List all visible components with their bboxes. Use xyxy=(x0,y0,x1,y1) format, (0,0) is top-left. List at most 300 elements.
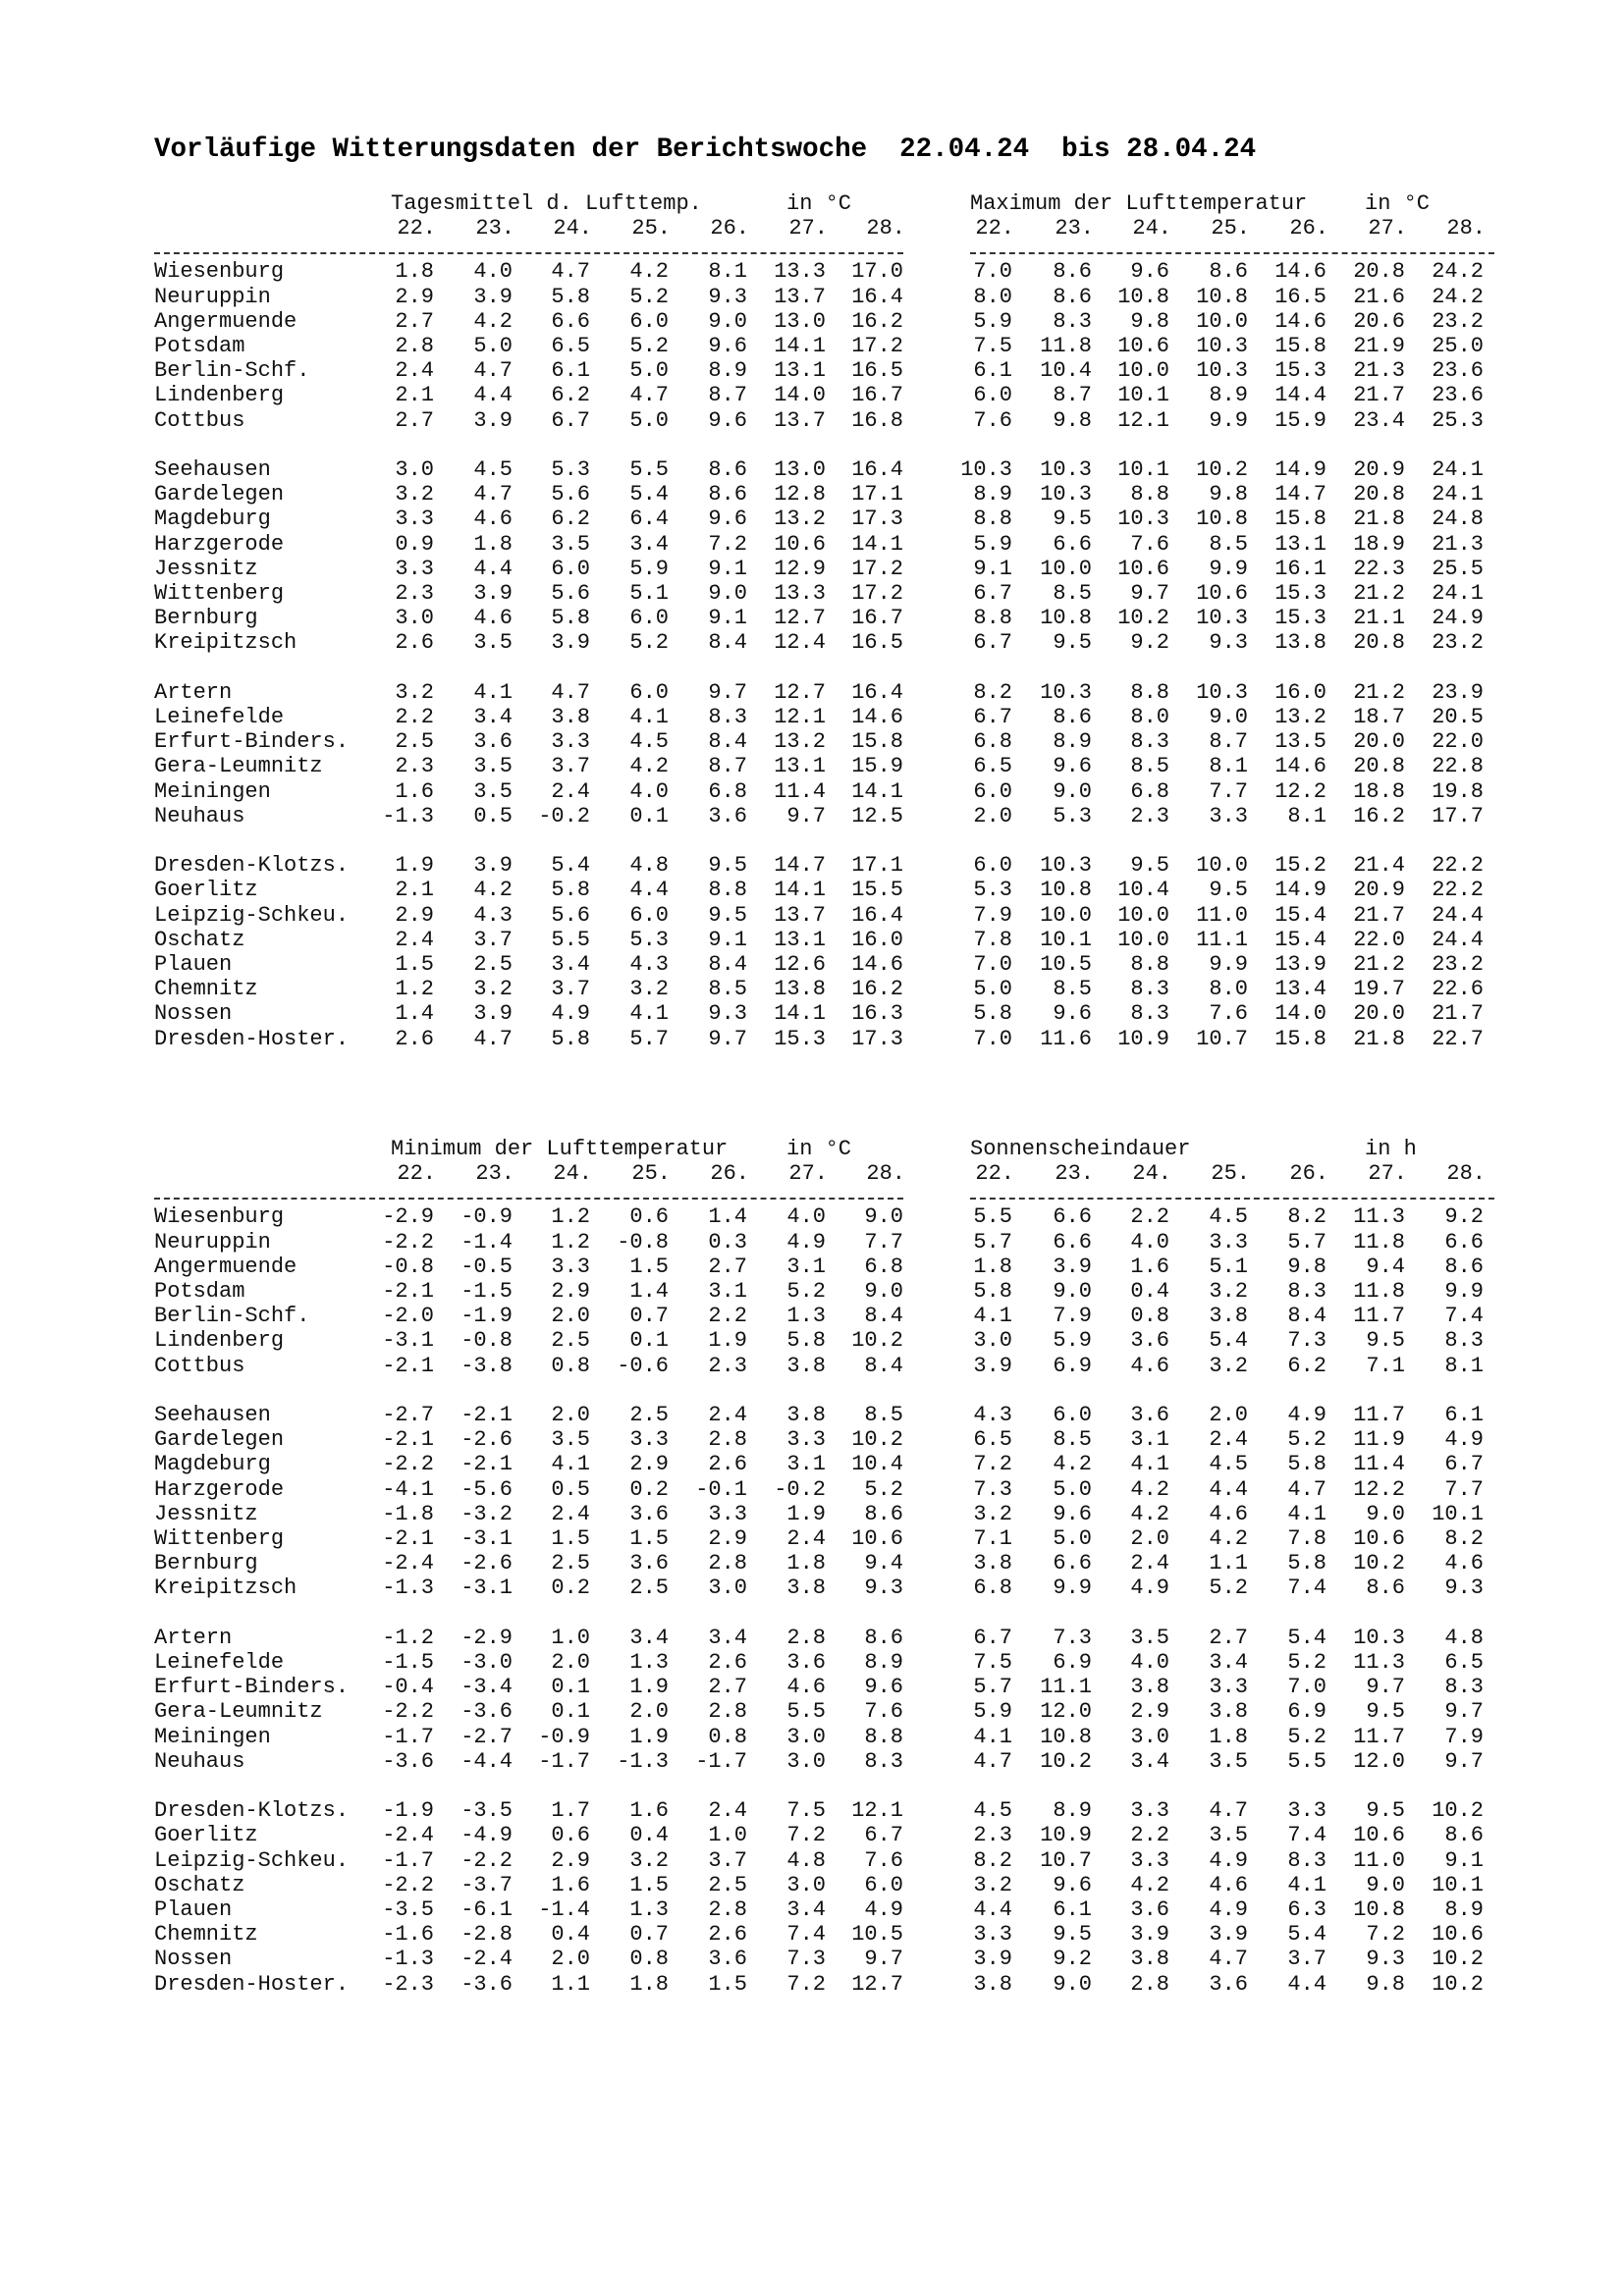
table-cell: 5.9 xyxy=(973,1699,1012,1725)
table-cell: 7.2 xyxy=(708,531,747,557)
table-cell: 4.3 xyxy=(473,902,513,928)
table-cell: 4.7 xyxy=(973,1748,1012,1774)
table-cell: 11.7 xyxy=(1353,1304,1405,1329)
table-cell: 8.8 xyxy=(973,507,1012,532)
table-cell: 4.4 xyxy=(473,556,513,581)
table-cell: 12.1 xyxy=(851,1798,903,1824)
table-cell: 21.8 xyxy=(1353,507,1405,532)
table-cell: 4.8 xyxy=(786,1847,826,1873)
table-cell: 4.6 xyxy=(786,1675,826,1700)
table-cell: 13.1 xyxy=(774,754,826,779)
table-cell: -1.7 xyxy=(382,1724,434,1749)
table-cell: -3.0 xyxy=(460,1650,513,1675)
table-cell: 11.7 xyxy=(1353,1724,1405,1749)
table-cell: -1.4 xyxy=(460,1229,513,1255)
table-cell: 3.3 xyxy=(1130,1847,1169,1873)
table-cell: 12.5 xyxy=(851,803,903,828)
table-cell: 2.7 xyxy=(1209,1625,1248,1650)
table-cell: 1.4 xyxy=(395,1001,434,1027)
table-cell: 4.4 xyxy=(1287,1971,1326,1997)
table-cell: 7.2 xyxy=(786,1971,826,1997)
table-cell: 10.4 xyxy=(1040,358,1092,384)
separator-line xyxy=(154,252,903,254)
table-cell: 12.2 xyxy=(1353,1476,1405,1502)
table-cell: 15.9 xyxy=(851,754,903,779)
table-cell: 9.6 xyxy=(1053,1001,1092,1027)
table-cell: 2.4 xyxy=(1130,1551,1169,1576)
table-cell: 6.2 xyxy=(551,507,590,532)
table-cell: 2.5 xyxy=(629,1575,669,1601)
table-cell: -0.8 xyxy=(382,1254,434,1279)
table-cell: 9.5 xyxy=(1366,1699,1405,1725)
table-cell: 9.3 xyxy=(708,1001,747,1027)
table-cell: 3.6 xyxy=(708,1947,747,1972)
table-cell: 8.9 xyxy=(1444,1897,1484,1922)
table-cell: 8.5 xyxy=(1053,1427,1092,1453)
table-cell: 19.8 xyxy=(1432,778,1484,804)
table-cell: 1.5 xyxy=(629,1872,669,1897)
table-cell: 6.6 xyxy=(551,308,590,334)
table-cell: 5.0 xyxy=(629,407,669,433)
table-cell: 13.0 xyxy=(774,308,826,334)
table-cell: 6.1 xyxy=(1444,1403,1484,1427)
table-cell: -2.4 xyxy=(460,1947,513,1972)
table-cell: 2.4 xyxy=(395,358,434,384)
table-cell: 8.8 xyxy=(1130,482,1169,507)
table-cell: 7.2 xyxy=(786,1823,826,1848)
table-cell: 10.3 xyxy=(960,457,1012,482)
table-cell: 2.7 xyxy=(708,1675,747,1700)
table-cell: 12.4 xyxy=(774,630,826,656)
table-cell: 10.1 xyxy=(1117,457,1169,482)
table-cell: 1.9 xyxy=(395,853,434,879)
station-name: Seehausen xyxy=(154,1403,271,1427)
table-cell: 5.8 xyxy=(973,1279,1012,1304)
table-cell: 9.1 xyxy=(708,606,747,631)
table-cell: 8.7 xyxy=(708,383,747,408)
table-cell: 2.0 xyxy=(973,803,1012,828)
table-cell: 7.5 xyxy=(973,1650,1012,1675)
station-name: Jessnitz xyxy=(154,556,258,581)
table-cell: 2.6 xyxy=(395,1026,434,1051)
table-cell: 7.0 xyxy=(973,1026,1012,1051)
table-cell: 6.4 xyxy=(629,507,669,532)
table-cell: 2.0 xyxy=(551,1403,590,1427)
table-cell: 0.9 xyxy=(395,531,434,557)
day-header: 22. xyxy=(397,216,436,241)
table-cell: 16.0 xyxy=(1274,679,1326,705)
table-cell: 5.6 xyxy=(551,581,590,606)
table-cell: 5.1 xyxy=(1209,1254,1248,1279)
table-cell: 8.1 xyxy=(1287,803,1326,828)
table-cell: 3.8 xyxy=(786,1575,826,1601)
table-cell: 10.2 xyxy=(851,1427,903,1453)
table-cell: 14.1 xyxy=(774,878,826,903)
table-cell: 1.9 xyxy=(629,1675,669,1700)
table-cell: 8.5 xyxy=(864,1403,903,1427)
table-cell: 5.2 xyxy=(629,334,669,358)
table-cell: 12.9 xyxy=(774,556,826,581)
table-cell: 20.6 xyxy=(1353,308,1405,334)
table-cell: 4.7 xyxy=(473,358,513,384)
table-cell: 9.7 xyxy=(708,1026,747,1051)
table-cell: 11.8 xyxy=(1353,1279,1405,1304)
table-cell: 8.6 xyxy=(1366,1575,1405,1601)
table-cell: 9.7 xyxy=(1366,1675,1405,1700)
table-cell: 3.2 xyxy=(395,482,434,507)
table-cell: 2.8 xyxy=(395,334,434,358)
table-cell: 4.9 xyxy=(1287,1403,1326,1427)
table-cell: 4.9 xyxy=(786,1229,826,1255)
table-cell: 9.3 xyxy=(1366,1947,1405,1972)
table-cell: 22.3 xyxy=(1353,556,1405,581)
table-cell: 7.7 xyxy=(1444,1476,1484,1502)
table-cell: 9.0 xyxy=(864,1204,903,1230)
table-cell: 4.8 xyxy=(629,853,669,879)
table-cell: 9.5 xyxy=(708,902,747,928)
table-cell: 3.2 xyxy=(1209,1279,1248,1304)
table-cell: 0.1 xyxy=(551,1675,590,1700)
table-cell: 2.4 xyxy=(1209,1427,1248,1453)
table-cell: 5.4 xyxy=(1287,1625,1326,1650)
table-cell: 5.2 xyxy=(629,630,669,656)
table-cell: 2.9 xyxy=(395,284,434,309)
table-cell: 9.1 xyxy=(708,556,747,581)
table-cell: 8.7 xyxy=(708,754,747,779)
station-name: Neuhaus xyxy=(154,803,245,828)
station-name: Wittenberg xyxy=(154,1526,285,1551)
table-cell: 2.5 xyxy=(395,729,434,755)
table-cell: 1.3 xyxy=(629,1897,669,1922)
table-cell: 10.3 xyxy=(1353,1625,1405,1650)
table-cell: 21.7 xyxy=(1432,1001,1484,1027)
day-header: 26. xyxy=(710,216,749,241)
separator-line xyxy=(970,1198,1494,1200)
table-cell: 3.6 xyxy=(1130,1897,1169,1922)
table-cell: 13.9 xyxy=(1274,952,1326,977)
table-cell: 24.4 xyxy=(1432,927,1484,952)
table-cell: 4.6 xyxy=(1444,1551,1484,1576)
table-cell: 12.7 xyxy=(851,1971,903,1997)
table-cell: 1.6 xyxy=(1130,1254,1169,1279)
table-cell: 14.1 xyxy=(851,778,903,804)
table-cell: 9.7 xyxy=(864,1947,903,1972)
table-cell: 20.0 xyxy=(1353,729,1405,755)
table-cell: 3.4 xyxy=(629,531,669,557)
station-name: Angermuende xyxy=(154,1254,298,1279)
table-cell: 7.4 xyxy=(1444,1304,1484,1329)
table-cell: 10.0 xyxy=(1117,358,1169,384)
table-cell: 4.2 xyxy=(1209,1526,1248,1551)
table-cell: 0.5 xyxy=(551,1476,590,1502)
table-cell: 3.1 xyxy=(1130,1427,1169,1453)
table-cell: 2.9 xyxy=(551,1847,590,1873)
table-cell: 4.7 xyxy=(473,1026,513,1051)
station-name: Gera-Leumnitz xyxy=(154,1699,323,1725)
table-cell: 12.7 xyxy=(774,606,826,631)
table-cell: 8.5 xyxy=(1209,531,1248,557)
table-cell: 8.9 xyxy=(973,482,1012,507)
table-cell: 10.3 xyxy=(1117,507,1169,532)
table-cell: 3.8 xyxy=(786,1353,826,1378)
right-table-heading: Sonnenscheindauer xyxy=(970,1137,1191,1161)
table-cell: 6.8 xyxy=(973,1575,1012,1601)
station-name: Magdeburg xyxy=(154,1452,271,1477)
table-cell: 4.0 xyxy=(629,778,669,804)
table-cell: 7.2 xyxy=(1366,1922,1405,1948)
table-cell: 3.9 xyxy=(473,581,513,606)
table-cell: 3.9 xyxy=(473,853,513,879)
table-cell: 1.8 xyxy=(473,531,513,557)
table-cell: 8.2 xyxy=(1444,1526,1484,1551)
table-cell: 21.3 xyxy=(1353,358,1405,384)
table-cell: 9.2 xyxy=(1130,630,1169,656)
table-cell: 3.2 xyxy=(973,1501,1012,1526)
table-cell: 8.4 xyxy=(708,952,747,977)
table-cell: 21.2 xyxy=(1353,679,1405,705)
table-cell: 5.2 xyxy=(1287,1724,1326,1749)
table-cell: 7.0 xyxy=(1287,1675,1326,1700)
table-cell: 10.3 xyxy=(1196,358,1248,384)
table-cell: 7.6 xyxy=(973,407,1012,433)
table-cell: 20.8 xyxy=(1353,259,1405,285)
table-cell: 8.3 xyxy=(1444,1675,1484,1700)
table-cell: -1.9 xyxy=(460,1304,513,1329)
table-cell: -0.8 xyxy=(617,1229,669,1255)
table-cell: 2.4 xyxy=(708,1403,747,1427)
table-cell: -3.8 xyxy=(460,1353,513,1378)
table-cell: 8.6 xyxy=(1053,284,1092,309)
table-cell: 25.0 xyxy=(1432,334,1484,358)
table-cell: 4.6 xyxy=(1209,1501,1248,1526)
table-cell: 5.4 xyxy=(1287,1922,1326,1948)
table-cell: -0.4 xyxy=(382,1675,434,1700)
table-cell: 14.1 xyxy=(774,1001,826,1027)
table-cell: 10.8 xyxy=(1040,878,1092,903)
table-cell: 21.2 xyxy=(1353,952,1405,977)
table-cell: 9.5 xyxy=(1366,1798,1405,1824)
table-cell: 8.4 xyxy=(864,1353,903,1378)
table-cell: 10.6 xyxy=(1117,334,1169,358)
table-cell: 21.8 xyxy=(1353,1026,1405,1051)
right-table-unit: in h xyxy=(1365,1137,1417,1161)
table-cell: -4.9 xyxy=(460,1823,513,1848)
table-cell: 10.6 xyxy=(1353,1823,1405,1848)
table-cell: 12.1 xyxy=(1117,407,1169,433)
table-cell: 15.5 xyxy=(851,878,903,903)
table-cell: 10.3 xyxy=(1196,606,1248,631)
table-cell: -3.6 xyxy=(460,1971,513,1997)
table-cell: 3.0 xyxy=(395,457,434,482)
table-cell: -4.4 xyxy=(460,1748,513,1774)
table-cell: 4.7 xyxy=(1287,1476,1326,1502)
station-name: Jessnitz xyxy=(154,1501,258,1526)
table-cell: 4.8 xyxy=(1444,1625,1484,1650)
table-cell: -2.2 xyxy=(382,1452,434,1477)
table-cell: 4.4 xyxy=(473,383,513,408)
table-cell: 20.8 xyxy=(1353,482,1405,507)
table-cell: 9.3 xyxy=(708,284,747,309)
table-cell: 15.8 xyxy=(1274,507,1326,532)
table-cell: 2.1 xyxy=(395,878,434,903)
table-cell: 5.6 xyxy=(551,902,590,928)
table-cell: 3.8 xyxy=(1130,1675,1169,1700)
table-cell: 11.8 xyxy=(1040,334,1092,358)
table-cell: 5.8 xyxy=(973,1001,1012,1027)
table-cell: 1.8 xyxy=(629,1971,669,1997)
table-cell: 14.4 xyxy=(1274,383,1326,408)
table-cell: 8.8 xyxy=(708,878,747,903)
table-cell: -4.1 xyxy=(382,1476,434,1502)
table-cell: -1.2 xyxy=(382,1625,434,1650)
table-cell: 11.4 xyxy=(1353,1452,1405,1477)
table-cell: -1.4 xyxy=(538,1897,590,1922)
table-cell: 4.1 xyxy=(1287,1501,1326,1526)
table-cell: 0.4 xyxy=(551,1922,590,1948)
table-cell: 6.2 xyxy=(551,383,590,408)
table-cell: 2.4 xyxy=(708,1798,747,1824)
table-cell: 8.0 xyxy=(973,284,1012,309)
table-cell: 8.7 xyxy=(1053,383,1092,408)
table-cell: 20.0 xyxy=(1353,1001,1405,1027)
station-name: Leinefelde xyxy=(154,1650,285,1675)
table-cell: -2.1 xyxy=(382,1526,434,1551)
table-cell: 10.7 xyxy=(1196,1026,1248,1051)
table-cell: 5.4 xyxy=(1209,1328,1248,1354)
table-cell: 3.9 xyxy=(1053,1254,1092,1279)
table-cell: 3.5 xyxy=(473,754,513,779)
table-cell: 15.3 xyxy=(774,1026,826,1051)
table-cell: 5.2 xyxy=(1209,1575,1248,1601)
station-name: Dresden-Klotzs. xyxy=(154,853,350,879)
right-table-heading: Maximum der Lufttemperatur xyxy=(970,191,1308,216)
table-cell: 9.8 xyxy=(1053,407,1092,433)
table-cell: 10.7 xyxy=(1040,1847,1092,1873)
table-cell: 17.7 xyxy=(1432,803,1484,828)
table-cell: 10.3 xyxy=(1040,853,1092,879)
table-cell: 8.0 xyxy=(1209,977,1248,1002)
table-cell: 1.6 xyxy=(551,1872,590,1897)
table-cell: 13.2 xyxy=(774,507,826,532)
table-cell: 10.4 xyxy=(1117,878,1169,903)
table-cell: 6.8 xyxy=(708,778,747,804)
table-cell: 15.8 xyxy=(851,729,903,755)
table-cell: 5.4 xyxy=(629,482,669,507)
table-cell: 2.3 xyxy=(1130,803,1169,828)
station-name: Wiesenburg xyxy=(154,259,285,285)
table-cell: 1.6 xyxy=(629,1798,669,1824)
table-cell: 16.5 xyxy=(851,630,903,656)
table-cell: 16.4 xyxy=(851,902,903,928)
table-cell: 3.9 xyxy=(1130,1922,1169,1948)
table-cell: -0.6 xyxy=(617,1353,669,1378)
table-cell: 8.6 xyxy=(1209,259,1248,285)
table-cell: 12.6 xyxy=(774,952,826,977)
table-cell: 5.0 xyxy=(1053,1476,1092,1502)
table-cell: 15.9 xyxy=(1274,407,1326,433)
table-cell: 9.9 xyxy=(1209,407,1248,433)
table-cell: 4.2 xyxy=(629,754,669,779)
table-cell: 8.5 xyxy=(1053,977,1092,1002)
table-cell: 10.0 xyxy=(1196,853,1248,879)
table-cell: 22.8 xyxy=(1432,754,1484,779)
table-cell: 6.6 xyxy=(1053,1229,1092,1255)
table-cell: 7.5 xyxy=(973,334,1012,358)
table-cell: 9.8 xyxy=(1366,1971,1405,1997)
table-cell: 10.3 xyxy=(1040,679,1092,705)
table-cell: -2.2 xyxy=(460,1847,513,1873)
table-cell: 4.5 xyxy=(1209,1204,1248,1230)
table-cell: 5.7 xyxy=(973,1229,1012,1255)
table-cell: 9.0 xyxy=(1053,778,1092,804)
table-cell: 7.9 xyxy=(1053,1304,1092,1329)
table-cell: 13.5 xyxy=(1274,729,1326,755)
table-cell: 13.0 xyxy=(774,457,826,482)
table-cell: 6.7 xyxy=(1444,1452,1484,1477)
table-cell: 4.4 xyxy=(973,1897,1012,1922)
station-name: Leipzig-Schkeu. xyxy=(154,902,350,928)
table-cell: -1.3 xyxy=(617,1748,669,1774)
table-cell: -2.1 xyxy=(460,1452,513,1477)
station-name: Erfurt-Binders. xyxy=(154,729,350,755)
table-cell: 5.0 xyxy=(973,977,1012,1002)
table-cell: 10.2 xyxy=(1432,1798,1484,1824)
table-cell: 16.4 xyxy=(851,284,903,309)
table-cell: 14.6 xyxy=(851,705,903,729)
table-cell: 5.0 xyxy=(629,358,669,384)
table-cell: 23.9 xyxy=(1432,679,1484,705)
table-cell: 0.2 xyxy=(629,1476,669,1502)
table-cell: 5.0 xyxy=(1053,1526,1092,1551)
table-cell: 21.9 xyxy=(1353,334,1405,358)
table-cell: 17.3 xyxy=(851,507,903,532)
table-cell: 0.1 xyxy=(629,803,669,828)
table-cell: 2.0 xyxy=(1209,1403,1248,1427)
table-cell: 16.2 xyxy=(851,977,903,1002)
table-cell: 0.8 xyxy=(708,1724,747,1749)
table-cell: 0.1 xyxy=(551,1699,590,1725)
table-cell: 24.8 xyxy=(1432,507,1484,532)
table-cell: 2.3 xyxy=(395,754,434,779)
table-cell: 9.6 xyxy=(1053,1501,1092,1526)
table-cell: 9.3 xyxy=(1209,630,1248,656)
table-cell: 12.7 xyxy=(774,679,826,705)
table-cell: 10.4 xyxy=(851,1452,903,1477)
table-cell: -3.2 xyxy=(460,1501,513,1526)
table-cell: 6.3 xyxy=(1287,1897,1326,1922)
day-header: 22. xyxy=(975,1161,1014,1187)
table-cell: 10.3 xyxy=(1196,334,1248,358)
station-name: Artern xyxy=(154,1625,233,1650)
station-name: Leipzig-Schkeu. xyxy=(154,1847,350,1873)
table-cell: 5.8 xyxy=(786,1328,826,1354)
table-cell: 9.0 xyxy=(864,1279,903,1304)
table-cell: 5.8 xyxy=(551,606,590,631)
table-cell: 3.0 xyxy=(786,1724,826,1749)
table-cell: 3.6 xyxy=(629,1501,669,1526)
table-cell: 16.7 xyxy=(851,606,903,631)
table-cell: 2.4 xyxy=(551,778,590,804)
table-cell: 3.9 xyxy=(551,630,590,656)
table-cell: 2.0 xyxy=(551,1304,590,1329)
table-cell: 9.9 xyxy=(1209,952,1248,977)
table-cell: 4.0 xyxy=(1130,1229,1169,1255)
table-cell: 8.2 xyxy=(973,1847,1012,1873)
table-cell: 6.7 xyxy=(973,581,1012,606)
table-cell: -1.7 xyxy=(382,1847,434,1873)
day-header: 27. xyxy=(1368,1161,1407,1187)
table-cell: 5.0 xyxy=(473,334,513,358)
